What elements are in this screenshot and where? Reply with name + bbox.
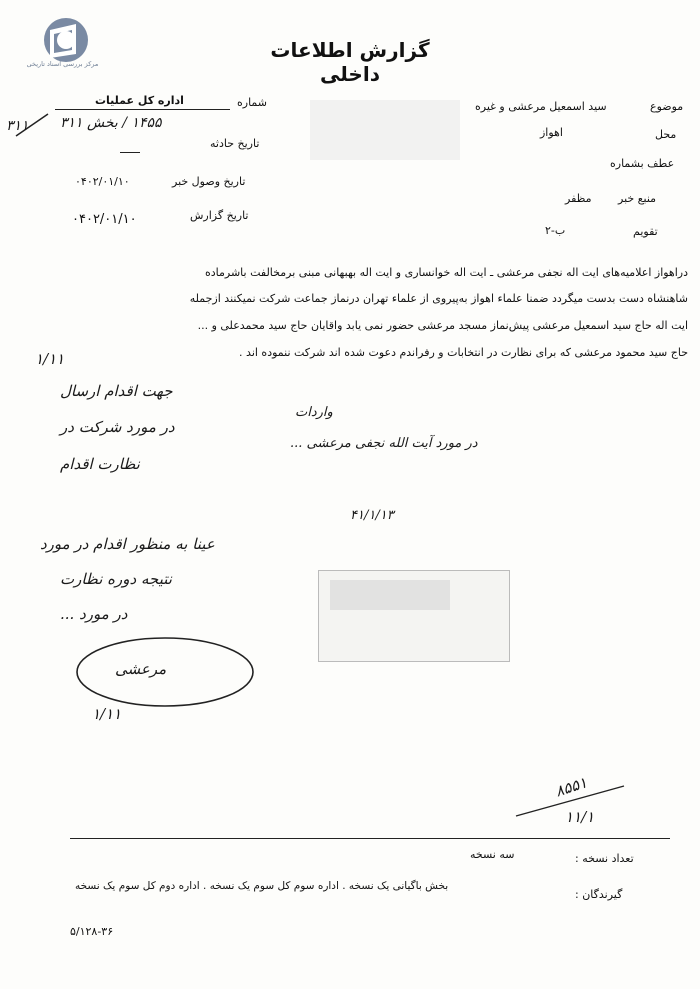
annotation-date-top-left: ۱/۱۱ (35, 350, 65, 368)
annotation-center-date: ۴۱/۱/۱۳ (350, 508, 394, 523)
reference-label: عطف بشماره (610, 157, 675, 170)
signature-date: ۱/۱۱ (92, 705, 122, 723)
copies-value: سه نسخه (470, 848, 515, 861)
body-line-4: حاج سید محمود مرعشی که برای نظارت در انتخابات و رفراندم دعوت شده اند شرکت ننموده اند . (239, 346, 688, 359)
annotation-lower-line-1: عینا به منظور اقدام در مورد (40, 535, 215, 553)
handwritten-number-right: ۸۵۵۱ (553, 773, 590, 801)
source-value: مظفر (565, 192, 592, 205)
annotation-lower-line-3: در مورد ... (60, 605, 128, 623)
source-label: منبع خبر (618, 192, 657, 205)
subject-label: موضوع (650, 100, 684, 113)
annotation-left-line-1: جهت اقدام ارسال (60, 382, 173, 400)
incident-date-label: تاریخ حادثه (210, 137, 260, 150)
number-underline (55, 109, 230, 110)
report-date-value: ۰۴۰۲/۰۱/۱۰ (72, 212, 137, 227)
place-value: اهواز (540, 126, 563, 139)
body-line-2: شاهنشاه دست بدست میگردد ضمنا علماء اهواز به‌پیروی از علماء تهران درنماز جماعت شرکت نمیکنند ازجمله (189, 292, 688, 305)
number-value: اداره کل عملیات (95, 94, 184, 107)
logo-caption: مرکز بررسی اسناد تاریخی (26, 60, 99, 68)
faint-stamp-top (310, 100, 460, 160)
rating-label: تقویم (633, 225, 658, 238)
annotation-left-line-2: در مورد شرکت در (60, 418, 175, 436)
subject-value: سید اسمعیل مرعشی و غیره (475, 100, 607, 113)
number-handwritten: ۱۴۵۵ / بخش ۳۱۱ (60, 115, 162, 131)
copies-label: تعداد نسخه : (575, 852, 634, 865)
place-label: محل (655, 128, 677, 141)
body-line-3: ایت اله حاج سید اسمعیل مرعشی پیش‌نماز مسجد مرعشی حضور نمی یابد واقایان حاج سید محمدعلی و ... (197, 319, 688, 332)
annotation-left-line-3: نظارت اقدام (60, 455, 140, 473)
stamp-inner (330, 580, 450, 610)
receipt-date-value: ۰۴۰۲/۰۱/۱۰ (75, 175, 130, 188)
handwritten-number-right-date: ۱۱/۱ (565, 808, 595, 826)
margin-code: ۳۱۱ (6, 118, 29, 134)
archive-logo (18, 12, 108, 82)
report-date-label: تاریخ گزارش (190, 209, 249, 222)
body-line-1: دراهواز اعلامیه‌های ایت اله نجفی مرعشی ـ ایت اله خوانساری و ایت اله بهبهانی مبنی برمخالفت باشرماده (204, 266, 688, 279)
annotation-lower-line-2: نتیجه دوره نظارت (60, 570, 172, 588)
annotation-center-line-2: در مورد آیت الله نجفی مرعشی ... (290, 436, 478, 451)
distribution-text: بخش باگیانی یک نسخه . اداره سوم کل سوم یک نسخه . اداره دوم کل سوم یک نسخه (75, 880, 449, 892)
page-title: گزارش اطلاعات داخلی (270, 38, 430, 86)
incident-date-dash (120, 152, 140, 153)
footer-divider (70, 838, 670, 839)
rating-value: ب-۲ (545, 224, 566, 237)
receipt-date-label: تاریخ وصول خبر (172, 175, 246, 188)
annotation-center-line-1: واردات (295, 405, 333, 420)
document-code: ۵/۱۲۸-۳۶ (70, 925, 114, 938)
recipients-label: گیرندگان : (575, 888, 623, 901)
signature-text: مرعشی (115, 660, 167, 678)
number-label: شماره (237, 96, 268, 109)
